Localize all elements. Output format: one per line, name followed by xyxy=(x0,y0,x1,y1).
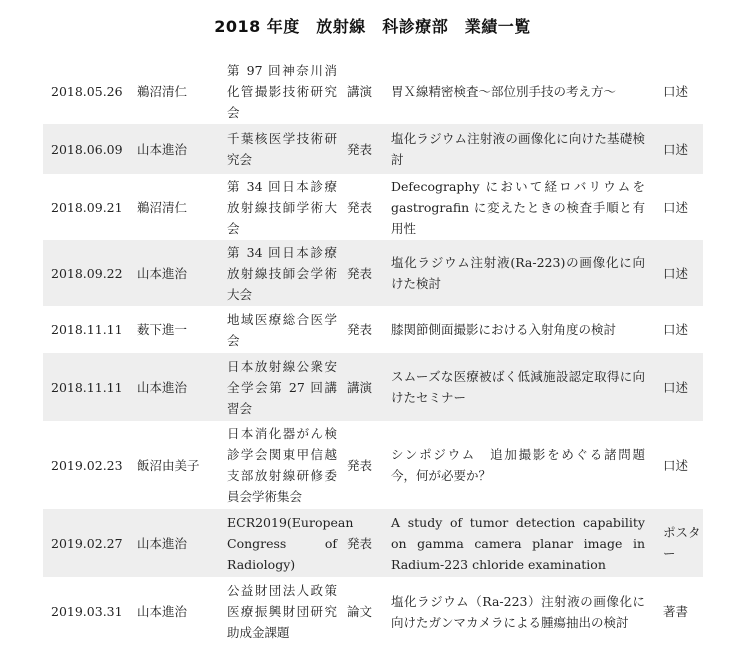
table-row xyxy=(43,509,703,577)
author-cell: 鵜沼清仁 xyxy=(137,199,188,215)
date-cell: 2019.03.31 xyxy=(51,604,123,619)
format-cell: 口述 xyxy=(663,322,689,337)
format-cell: 口述 xyxy=(663,265,689,281)
date-cell: 2018.06.09 xyxy=(51,141,123,157)
format-cell: 著書 xyxy=(663,604,689,619)
achievements-table xyxy=(43,58,703,646)
author-cell: 山本進治 xyxy=(137,535,188,551)
title-cell: スムーズな医療被ばく低減施設認定取得に向けたセミナー xyxy=(391,369,645,405)
author-cell: 山本進治 xyxy=(137,265,188,281)
title-cell: シンポジウム 追加撮影をめぐる諸問題 今，何が必要か？ xyxy=(391,447,658,483)
type-cell: 発表 xyxy=(347,535,373,551)
type-cell: 発表 xyxy=(347,141,373,157)
date-cell: 2018.11.11 xyxy=(51,379,123,395)
type-cell: 論文 xyxy=(347,604,373,619)
table-row xyxy=(43,240,703,306)
table-row xyxy=(43,174,703,240)
author-cell: 山本進治 xyxy=(137,141,188,157)
author-cell: 山本進治 xyxy=(137,604,188,619)
venue-cell: 第 97 回神奈川消化管撮影技術研究会 xyxy=(227,62,337,120)
title-cell: 塩化ラジウム（Ra-223）注射液の画像化に向けたガンマカメラによる腫瘍抽出の検討 xyxy=(391,593,645,630)
table-row xyxy=(43,421,703,509)
type-cell: 発表 xyxy=(347,199,373,215)
title-cell: 膝関節側面撮影における入射角度の検討 xyxy=(391,322,617,337)
title-cell: 塩化ラジウム注射液の画像化に向けた基礎検討 xyxy=(391,131,645,167)
format-cell: 口述 xyxy=(663,199,689,215)
type-cell: 発表 xyxy=(347,265,373,281)
title-cell: Defecography において経ロバリウムを gastrografin に変えたときの検査手順と有用性 xyxy=(391,178,645,236)
format-cell: 口述 xyxy=(663,83,689,99)
author-cell: 山本進治 xyxy=(137,379,188,395)
venue-cell: 第 34 回日本診療放射線技師会学術大会 xyxy=(227,244,337,302)
format-cell: 口述 xyxy=(663,457,689,473)
type-cell: 発表 xyxy=(347,322,373,337)
type-cell: 発表 xyxy=(347,457,373,473)
type-cell: 講演 xyxy=(347,379,373,395)
venue-cell: 日本放射線公衆安全学会第 27 回講習会 xyxy=(227,358,337,416)
format-cell: 口述 xyxy=(663,141,689,157)
format-cell: ポスター xyxy=(663,525,701,561)
table-row xyxy=(43,124,703,174)
page-title: 2018 年度 放射線 科診療部 業績一覧 xyxy=(214,17,531,36)
table-row xyxy=(43,353,703,421)
title-cell: 胃Ｘ線精密検査～部位別手技の考え方～ xyxy=(391,83,617,99)
table-row xyxy=(43,58,703,124)
venue-cell: ECR2019(European Congress of Radiology) xyxy=(227,514,354,572)
venue-cell: 第 34 回日本診療放射線技師学術大会 xyxy=(227,178,337,236)
title-cell: 塩化ラジウム注射液(Ra-223)の画像化に向けた検討 xyxy=(391,255,645,291)
date-cell: 2018.11.11 xyxy=(51,322,123,337)
author-cell: 鵜沼清仁 xyxy=(137,83,188,99)
date-cell: 2019.02.27 xyxy=(51,535,123,551)
date-cell: 2018.09.22 xyxy=(51,265,123,281)
venue-cell: 千葉核医学技術研究会 xyxy=(227,131,337,167)
title-cell: A study of tumor detection capability on gamma camera planar image in Radium-223 chloride examination xyxy=(391,514,645,572)
table-row xyxy=(43,306,703,353)
table-row xyxy=(43,577,703,646)
author-cell: 飯沼由美子 xyxy=(137,457,200,473)
author-cell: 薮下進一 xyxy=(137,322,188,337)
date-cell: 2018.09.21 xyxy=(51,199,123,215)
date-cell: 2018.05.26 xyxy=(51,83,123,99)
venue-cell: 日本消化器がん検診学会関東甲信越支部放射線研修委員会学術集会 xyxy=(227,426,337,504)
date-cell: 2019.02.23 xyxy=(51,457,123,473)
venue-cell: 公益財団法人政策医療振興財団研究助成金課題 xyxy=(227,583,337,640)
venue-cell: 地域医療総合医学会 xyxy=(227,311,337,348)
type-cell: 講演 xyxy=(347,83,373,99)
format-cell: 口述 xyxy=(663,379,689,395)
